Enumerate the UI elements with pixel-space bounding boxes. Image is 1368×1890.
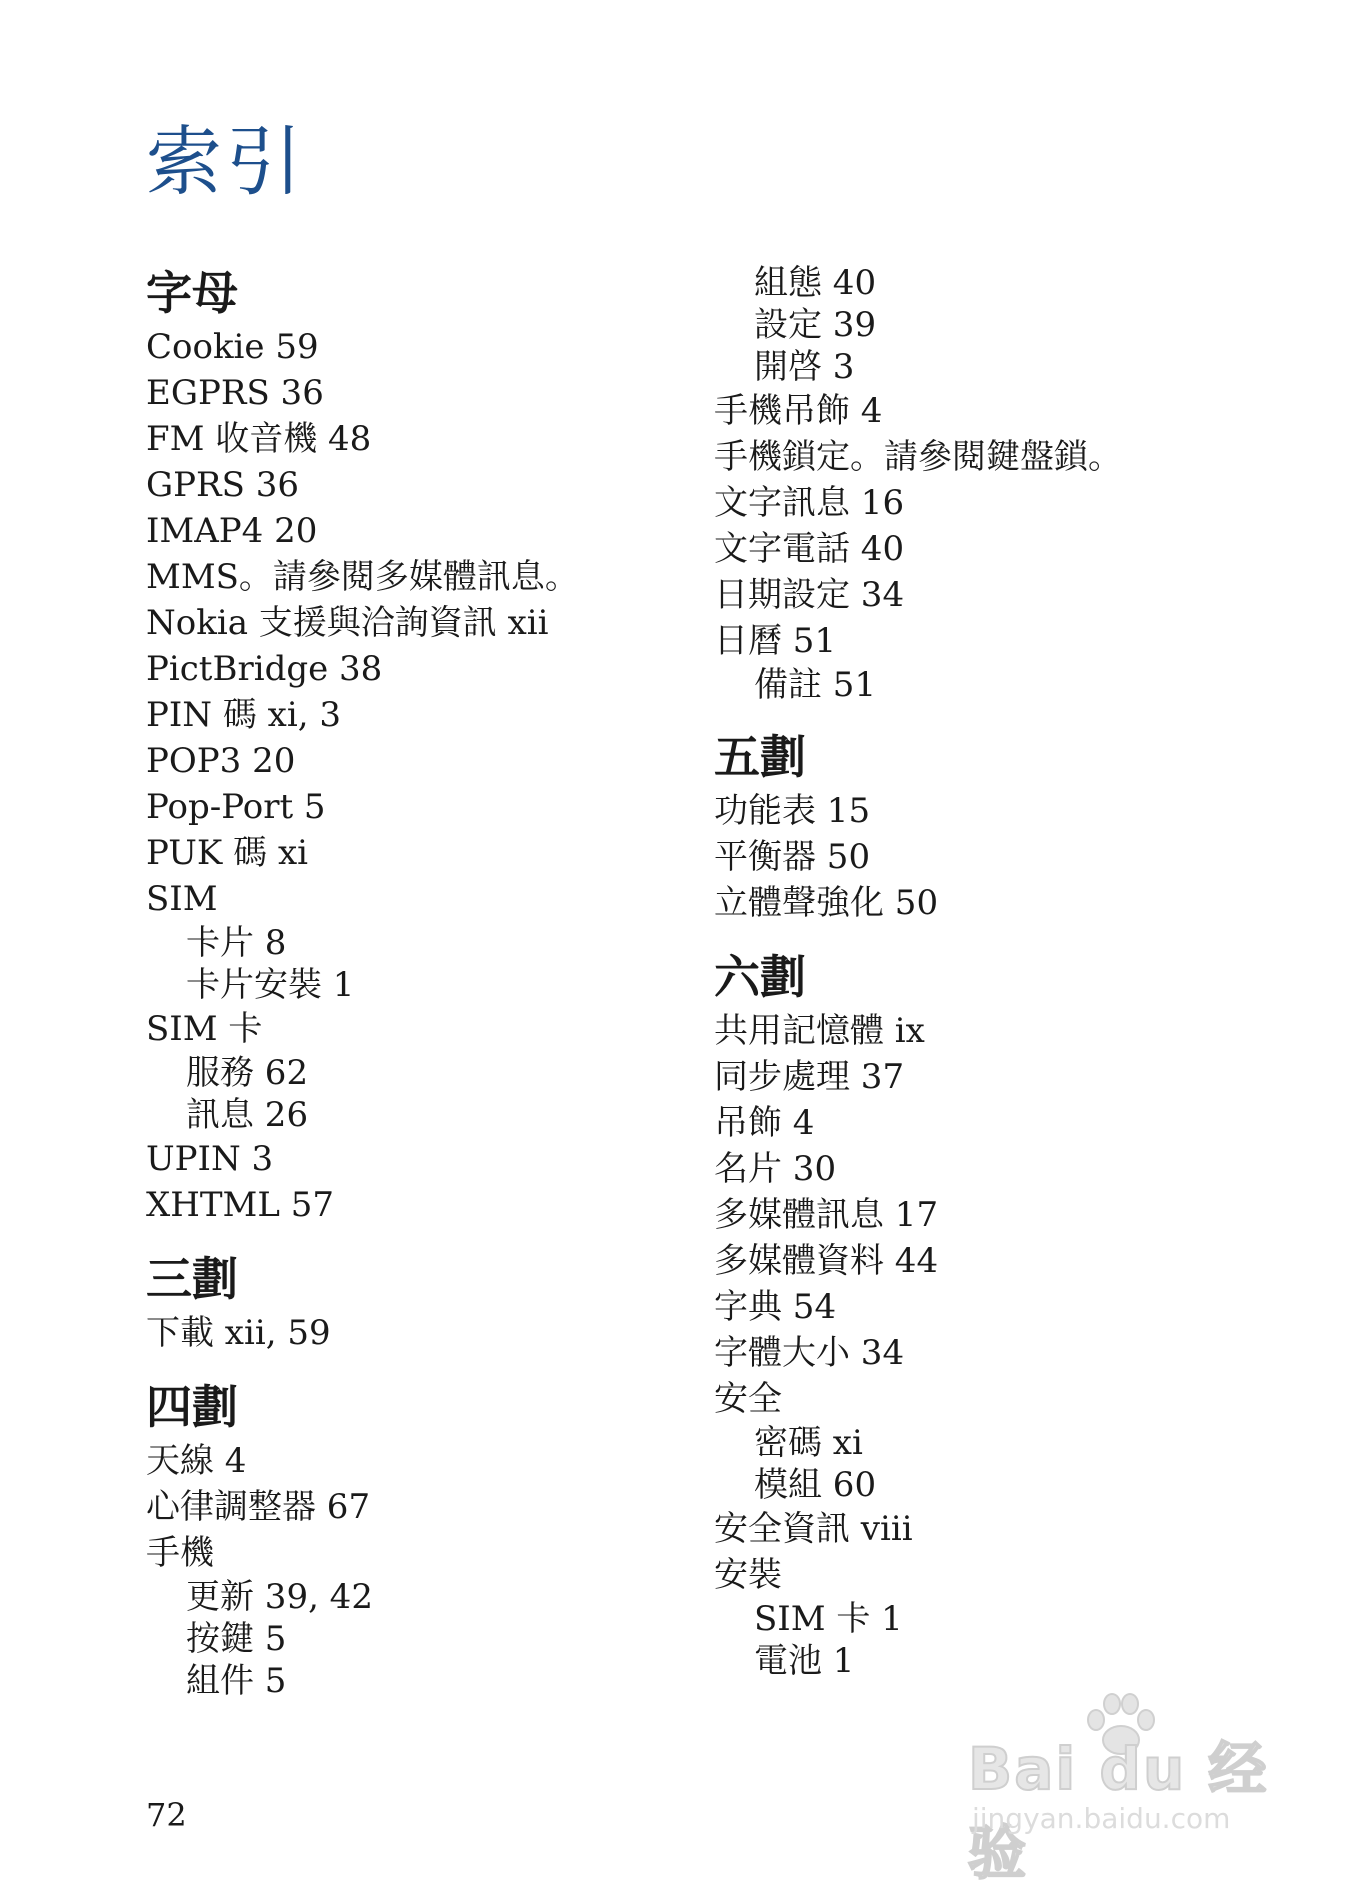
index-left-column xyxy=(146,262,666,1722)
index-entry: UPIN 3 xyxy=(146,1139,274,1179)
index-entry: SIM 卡 xyxy=(146,1009,263,1049)
index-section xyxy=(714,946,1334,1682)
index-subentry: 卡片安裝 1 xyxy=(186,965,355,1005)
index-subentry: 設定 39 xyxy=(754,305,877,345)
page-title: 索引 xyxy=(146,117,306,206)
index-subentry: 卡片 8 xyxy=(186,923,287,963)
index-entry: 功能表 15 xyxy=(714,791,871,831)
index-entry: 字體大小 34 xyxy=(714,1333,905,1373)
index-section xyxy=(714,262,1334,706)
watermark-brand: Bai du 经验 xyxy=(968,1735,1269,1887)
index-entry: 文字訊息 16 xyxy=(714,483,905,523)
index-subentry: 模組 60 xyxy=(754,1465,877,1505)
index-entry: 手機 xyxy=(146,1533,214,1573)
index-entry: Cookie 59 xyxy=(146,327,319,367)
index-entry: 文字電話 40 xyxy=(714,529,905,569)
watermark-logo xyxy=(968,1690,1298,1887)
index-entry: 安裝 xyxy=(714,1555,782,1595)
index-right-column xyxy=(714,262,1334,1702)
index-subentry: 電池 1 xyxy=(754,1641,855,1681)
index-entry: POP3 20 xyxy=(146,741,296,781)
index-entry: 同步處理 37 xyxy=(714,1057,905,1097)
index-subentry: SIM 卡 1 xyxy=(754,1599,903,1639)
index-entry: 安全資訊 viii xyxy=(714,1509,913,1549)
index-section xyxy=(146,1376,666,1702)
index-section xyxy=(146,262,666,1228)
section-heading: 五劃 xyxy=(714,730,806,784)
index-subentry: 更新 39, 42 xyxy=(186,1577,373,1617)
index-subentry: 密碼 xi xyxy=(754,1423,863,1463)
watermark-url: jingyan.baidu.com xyxy=(972,1802,1231,1835)
index-entry: EGPRS 36 xyxy=(146,373,324,413)
index-entry: 吊飾 4 xyxy=(714,1103,815,1143)
index-section xyxy=(146,1248,666,1356)
index-entry: MMS。請參閱多媒體訊息。 xyxy=(146,557,579,597)
section-heading: 四劃 xyxy=(146,1380,238,1434)
index-entry: Pop-Port 5 xyxy=(146,787,326,827)
index-entry: PIN 碼 xi, 3 xyxy=(146,695,341,735)
index-entry: 天線 4 xyxy=(146,1441,247,1481)
index-entry: GPRS 36 xyxy=(146,465,299,505)
section-heading: 六劃 xyxy=(714,950,806,1004)
index-entry: 日曆 51 xyxy=(714,621,837,661)
index-subentry: 按鍵 5 xyxy=(186,1619,287,1659)
index-entry: 安全 xyxy=(714,1379,782,1419)
index-entry: 手機吊飾 4 xyxy=(714,391,883,431)
index-entry: 手機鎖定。請參閱鍵盤鎖。 xyxy=(714,437,1122,477)
index-subentry: 組態 40 xyxy=(754,263,877,303)
index-entry: 多媒體資料 44 xyxy=(714,1241,939,1281)
index-section xyxy=(714,726,1334,926)
index-subentry: 開啓 3 xyxy=(754,347,855,387)
index-entry: 立體聲強化 50 xyxy=(714,883,939,923)
index-entry: 下載 xii, 59 xyxy=(146,1313,331,1353)
index-entry: Nokia 支援與洽詢資訊 xii xyxy=(146,603,549,643)
index-entry: 日期設定 34 xyxy=(714,575,905,615)
index-entry: IMAP4 20 xyxy=(146,511,318,551)
index-entry: 字典 54 xyxy=(714,1287,837,1327)
index-subentry: 服務 62 xyxy=(186,1053,309,1093)
page-number: 72 xyxy=(146,1796,187,1834)
index-subentry: 組件 5 xyxy=(186,1661,287,1701)
index-entry: 共用記憶體 ix xyxy=(714,1011,925,1051)
section-heading: 字母 xyxy=(146,266,238,320)
index-entry: FM 收音機 48 xyxy=(146,419,372,459)
index-subentry: 備註 51 xyxy=(754,665,877,705)
index-entry: 心律調整器 67 xyxy=(146,1487,371,1527)
index-entry: 平衡器 50 xyxy=(714,837,871,877)
index-entry: PictBridge 38 xyxy=(146,649,383,689)
index-entry: XHTML 57 xyxy=(146,1185,334,1225)
index-entry: 名片 30 xyxy=(714,1149,837,1189)
index-entry: PUK 碼 xi xyxy=(146,833,308,873)
index-subentry: 訊息 26 xyxy=(186,1095,309,1135)
index-entry: 多媒體訊息 17 xyxy=(714,1195,939,1235)
section-heading: 三劃 xyxy=(146,1252,238,1306)
index-entry: SIM xyxy=(146,879,218,919)
